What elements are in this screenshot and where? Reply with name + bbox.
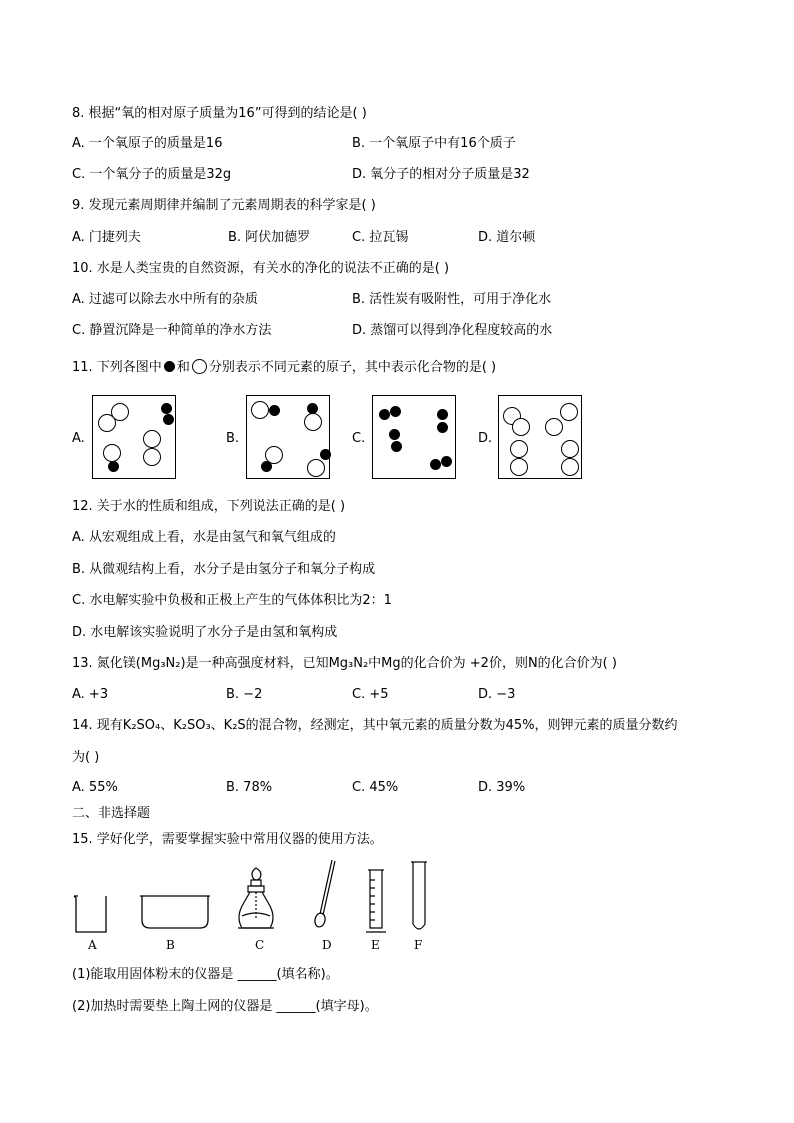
q9-option-c: C. 拉瓦锡 [352,230,409,245]
q9-stem: 9. 发现元素周期律并编制了元素周期表的科学家是( ) [72,198,376,213]
q15-stem: 15. 学好化学，需要掌握实验中常用仪器的使用方法。 [72,832,383,847]
black-atom-icon [164,361,175,372]
q13-option-a: A. +3 [72,687,109,702]
black-atom-icon [437,422,448,433]
instrument-label-f: F [414,938,423,952]
q10-option-d: D. 蒸馏可以得到净化程度较高的水 [352,323,553,338]
q11-diagram-d [498,395,582,479]
q11-label-a: A. [72,431,85,446]
beaker-icon [74,896,106,932]
q9-option-b: B. 阿伏加德罗 [228,230,311,245]
q11-label-c: C. [352,431,366,446]
white-atom-icon [510,458,528,476]
q14-stem-line1: 14. 现有K₂SO₄、K₂SO₃、K₂S的混合物，经测定，其中氧元素的质量分数为45%，则钾元素的质量分数约 [72,718,678,733]
q8-stem: 8. 根据“氧的相对原子质量为16”可得到的结论是( ) [72,106,367,121]
q11-stem-mid: 和 [176,360,190,375]
q10-option-b: B. 活性炭有吸附性，可用于净化水 [352,292,552,307]
spoon-icon [314,860,335,928]
white-atom-icon [561,458,579,476]
black-atom-icon [441,456,452,467]
q12-option-c: C. 水电解实验中负极和正极上产生的气体体积比为2：1 [72,593,392,608]
q9-option-a: A. 门捷列夫 [72,230,141,245]
q14-stem-line2: 为( ) [72,750,100,765]
black-atom-icon [320,449,331,460]
q13-option-b: B. −2 [226,687,263,702]
white-atom-icon [545,418,563,436]
q15-sub2: (2)加热时需要垫上陶土网的仪器是 ______(填字母)。 [72,999,378,1014]
instrument-label-c: C [255,938,265,952]
lab-instruments-figure [70,858,440,938]
alcohol-lamp-icon [238,868,274,928]
q8-option-d: D. 氧分子的相对分子质量是32 [352,167,530,182]
black-atom-icon [108,461,119,472]
white-atom-icon [98,414,116,432]
q10-stem: 10. 水是人类宝贵的自然资源，有关水的净化的说法不正确的是( ) [72,261,450,276]
black-atom-icon [163,414,174,425]
graduated-cylinder-icon [366,870,386,932]
test-tube-icon [411,862,427,929]
instrument-label-e: E [371,938,380,952]
q11-diagram-c [372,395,456,479]
evaporating-dish-icon [140,896,210,928]
q13-option-d: D. −3 [478,687,516,702]
q11-stem-post: 分别表示不同元素的原子，其中表示化合物的是( ) [208,360,497,375]
white-atom-icon [192,359,207,374]
white-atom-icon [103,444,121,462]
q9-option-d: D. 道尔顿 [478,230,536,245]
black-atom-icon [379,409,390,420]
q14-option-d: D. 39% [478,780,526,795]
instrument-label-a: A [88,938,97,952]
black-atom-icon [391,441,402,452]
q13-option-c: C. +5 [352,687,389,702]
white-atom-icon [307,459,325,477]
black-atom-icon [389,429,400,440]
q8-option-a: A. 一个氧原子的质量是16 [72,136,223,151]
white-atom-icon [304,413,322,431]
white-atom-icon [561,440,579,458]
white-atom-icon [143,430,161,448]
black-atom-icon [437,409,448,420]
instrument-label-b: B [166,938,175,952]
q10-option-a: A. 过滤可以除去水中所有的杂质 [72,292,258,307]
q11-diagram-a [92,395,176,479]
q14-option-c: C. 45% [352,780,399,795]
white-atom-icon [143,448,161,466]
white-atom-icon [560,403,578,421]
q11-stem [72,359,496,376]
q8-option-c: C. 一个氧分子的质量是32g [72,167,232,182]
q12-option-a: A. 从宏观组成上看，水是由氢气和氧气组成的 [72,530,336,545]
q10-option-c: C. 静置沉降是一种简单的净水方法 [72,323,272,338]
q13-stem: 13. 氮化镁(Mg₃N₂)是一种高强度材料，已知Mg₃N₂中Mg的化合价为 +2价，则N的化合价为( ) [72,656,617,671]
black-atom-icon [161,403,172,414]
section-title: 二、非选择题 [72,806,151,821]
black-atom-icon [390,406,401,417]
q14-option-b: B. 78% [226,780,273,795]
black-atom-icon [430,459,441,470]
white-atom-icon [510,440,528,458]
q12-stem: 12. 关于水的性质和组成，下列说法正确的是( ) [72,499,346,514]
q11-stem-pre: 11. 下列各图中 [72,360,162,375]
q12-option-b: B. 从微观结构上看，水分子是由氢分子和氧分子构成 [72,562,376,577]
q14-option-a: A. 55% [72,780,118,795]
q15-sub1: (1)能取用固体粉末的仪器是 ______(填名称)。 [72,967,339,982]
q8-option-b: B. 一个氧原子中有16个质子 [352,136,516,151]
instrument-label-d: D [322,938,332,952]
white-atom-icon [251,401,269,419]
black-atom-icon [269,405,280,416]
q11-label-b: B. [226,431,240,446]
q11-label-d: D. [478,431,493,446]
q12-option-d: D. 水电解该实验说明了水分子是由氢和氧构成 [72,625,338,640]
white-atom-icon [512,418,530,436]
q11-diagram-b [246,395,330,479]
black-atom-icon [261,461,272,472]
